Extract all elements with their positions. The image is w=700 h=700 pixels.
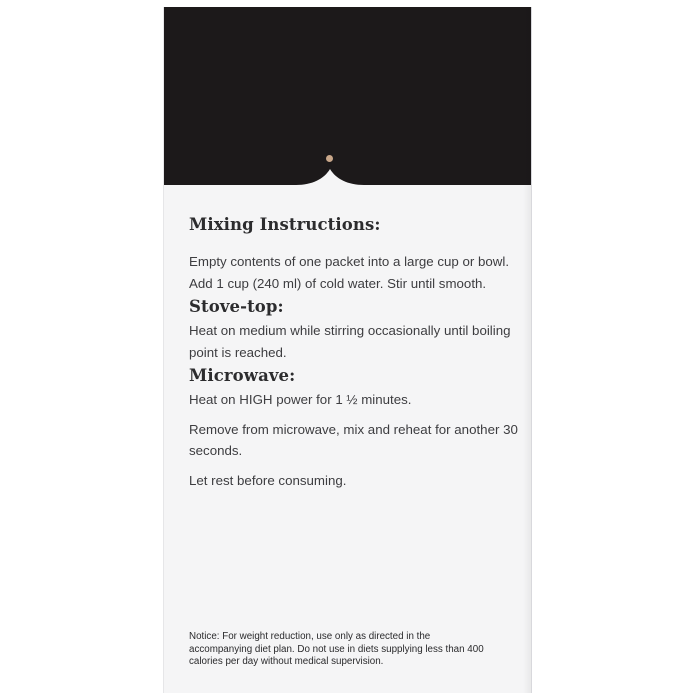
scalloped-band-shape xyxy=(164,7,531,185)
stovetop-text: Heat on medium while stirring occasionally until boiling point is reached. xyxy=(189,323,511,360)
microwave-heading: Microwave: xyxy=(189,366,296,385)
box-edge-shade xyxy=(523,7,531,693)
mixing-instructions-heading: Mixing Instructions: xyxy=(189,215,381,234)
accent-dot xyxy=(326,155,333,162)
stovetop-heading: Stove-top: xyxy=(189,297,284,316)
instructions-panel xyxy=(189,207,519,499)
dark-header-band xyxy=(164,7,531,197)
mixing-instructions-text: Empty contents of one packet into a large cup or bowl. Add 1 cup (240 ml) of cold water. Stir until smooth. xyxy=(189,254,510,291)
notice-text: Notice: For weight reduction, use only as directed in the accompanying diet plan. Do not use in diets supplying less than 400 calories per day without medical supervision. xyxy=(189,631,484,667)
product-box xyxy=(164,7,531,693)
microwave-text-1: Heat on HIGH power for 1 ½ minutes. xyxy=(189,392,412,407)
microwave-text-2: Remove from microwave, mix and reheat for another 30 seconds. xyxy=(189,421,518,458)
rest-text: Let rest before consuming. xyxy=(189,472,347,488)
